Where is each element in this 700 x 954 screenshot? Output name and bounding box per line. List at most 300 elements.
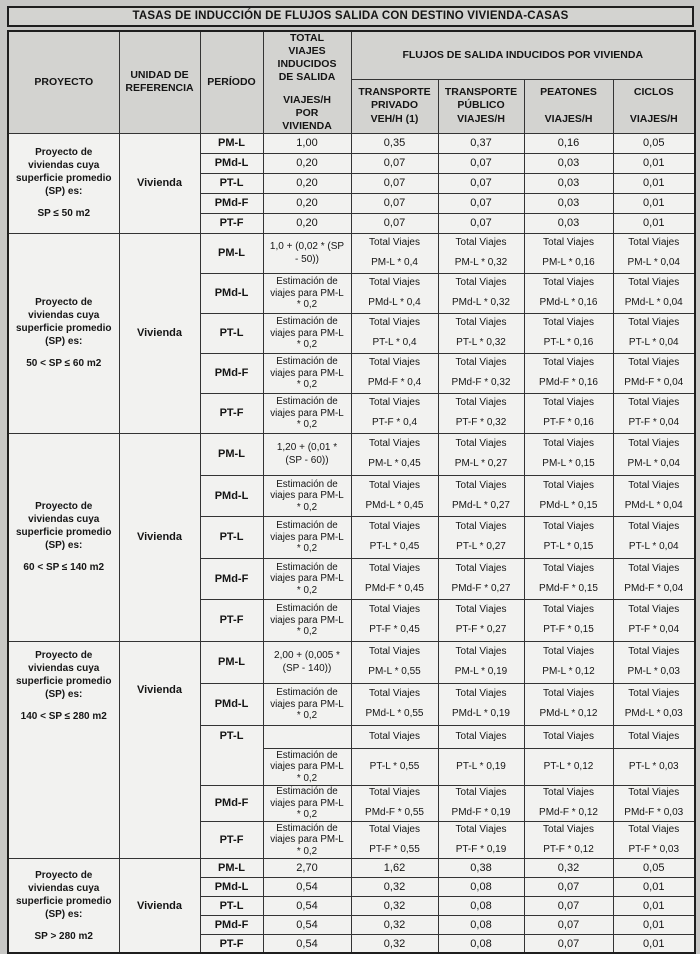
total-viajes-label: Total Viajes [543,604,594,616]
flux-value: PMd-F * 0,04 [624,582,684,594]
flux-peatones-cell [524,683,613,725]
total-viajes-label: Total Viajes [628,521,680,533]
total-viajes-label: Total Viajes [628,646,680,658]
total-viajes-label: Total Viajes [543,357,594,369]
total-viajes-label: Total Viajes [369,479,420,491]
flux-ciclos-cell [613,725,695,748]
flux-peatones-cell: 0,03 [524,173,613,193]
total-viajes-label: Total Viajes [369,823,420,835]
flux-privado-cell [351,641,438,683]
flux-value: PT-L * 0,04 [628,541,679,553]
flux-value: PMd-L * 0,4 [368,297,421,309]
unit-cell: Vivienda [119,858,200,953]
total-cell: 0,20 [263,173,351,193]
total-cell: Estimación de viajes para PM-L * 0,2 [263,558,351,599]
flux-privado-cell [351,683,438,725]
flux-publico-cell [438,313,524,353]
total-viajes-label: Total Viajes [543,397,594,409]
flux-privado-cell [351,599,438,641]
flux-ciclos-cell [613,233,695,273]
flux-value: PT-F * 0,27 [455,624,507,636]
period-cell: PT-L [200,313,263,353]
header-proyecto: PROYECTO [8,31,119,133]
project-cell [8,133,119,233]
flux-publico-cell [438,393,524,433]
flux-privado-cell: 0,07 [351,193,438,213]
total-cell: 0,20 [263,153,351,173]
flux-ciclos-cell [613,353,695,393]
total-cell: Estimación de viajes para PM-L * 0,2 [263,599,351,641]
flux-privado-cell: 0,35 [351,133,438,153]
total-viajes-label: Total Viajes [369,438,420,450]
flux-privado-cell [351,785,438,821]
flux-peatones-cell: 0,32 [524,858,613,877]
total-cell: 2,00 + (0,005 * (SP - 140)) [263,641,351,683]
flux-publico-cell [438,641,524,683]
total-viajes-label: Total Viajes [628,730,680,742]
period-cell: PMd-F [200,353,263,393]
total-viajes-label: Total Viajes [543,438,594,450]
flux-publico-cell: 0,38 [438,858,524,877]
flux-privado-cell [351,393,438,433]
flux-publico-cell: 0,07 [438,153,524,173]
flux-peatones-cell [524,516,613,558]
flux-value: PM-L * 0,12 [542,666,595,678]
flux-value: PMd-F * 0,12 [539,807,598,819]
flux-peatones-cell: 0,07 [524,896,613,915]
project-cell [8,858,119,953]
period-cell: PT-F [200,934,263,953]
period-cell: PM-L [200,133,263,153]
empty-cell [263,725,351,748]
flux-ciclos-cell [613,433,695,475]
total-viajes-label: Total Viajes [455,317,507,329]
period-cell: PMd-L [200,877,263,896]
header-unidad: UNIDAD DE REFERENCIA [119,31,200,133]
flux-privado-cell [351,558,438,599]
flux-value: PM-L * 0,55 [368,666,421,678]
total-viajes-label: Total Viajes [628,237,680,249]
flux-peatones-cell [524,599,613,641]
flux-peatones-cell [524,273,613,313]
flux-value: PMd-F * 0,04 [624,377,684,389]
flux-value: PT-F * 0,04 [628,417,680,429]
table-title: TASAS DE INDUCCIÓN DE FLUJOS SALIDA CON DESTINO VIVIENDA-CASAS [7,6,694,27]
flux-peatones-cell [524,558,613,599]
flux-peatones-cell [524,641,613,683]
flux-value: PMd-L * 0,16 [539,297,598,309]
total-cell: Estimación de viajes para PM-L * 0,2 [263,353,351,393]
period-cell: PT-L [200,896,263,915]
induction-rates-table [7,30,696,954]
col-unit: VEH/H (1) [370,113,419,126]
flux-ciclos-cell [613,821,695,858]
flux-publico-cell: 0,07 [438,173,524,193]
total-cell: 1,00 [263,133,351,153]
col-name: CICLOS [633,86,674,99]
flux-ciclos-cell: 0,01 [613,153,695,173]
flux-ciclos-cell: 0,05 [613,133,695,153]
flux-peatones-cell: 0,07 [524,877,613,896]
flux-value: PMd-L * 0,45 [365,499,424,511]
total-viajes-label: Total Viajes [369,688,420,700]
total-viajes-label: Total Viajes [369,521,420,533]
total-viajes-label: Total Viajes [455,787,507,799]
flux-peatones-cell: 0,16 [524,133,613,153]
total-viajes-label: Total Viajes [455,277,507,289]
total-cell: 0,54 [263,934,351,953]
total-viajes-label: Total Viajes [455,604,507,616]
flux-publico-cell: 0,07 [438,213,524,233]
flux-value: PM-L * 0,19 [454,666,508,678]
total-viajes-label: Total Viajes [543,479,594,491]
flux-peatones-cell [524,433,613,475]
flux-publico-cell [438,233,524,273]
flux-value: PT-F * 0,12 [543,843,594,855]
flux-ciclos-cell [613,683,695,725]
total-viajes-label: Total Viajes [369,237,420,249]
flux-value: PM-L * 0,32 [454,257,508,269]
period-cell: PMd-F [200,915,263,934]
total-cell: Estimación de viajes para PM-L * 0,2 [263,516,351,558]
flux-ciclos-cell: 0,01 [613,915,695,934]
flux-publico-cell [438,433,524,475]
flux-ciclos-cell: 0,01 [613,213,695,233]
total-cell: Estimación de viajes para PM-L * 0,2 [263,748,351,785]
flux-ciclos-cell [613,599,695,641]
project-range: SP > 280 m2 [34,930,93,942]
flux-peatones-cell: 0,07 [524,915,613,934]
flux-privado-cell: 0,32 [351,896,438,915]
total-cell: 0,54 [263,915,351,934]
flux-publico-cell: 0,08 [438,877,524,896]
flux-publico-cell: 0,37 [438,133,524,153]
period-cell: PM-L [200,433,263,475]
flux-value: PM-L * 0,04 [627,257,680,269]
flux-peatones-cell [524,725,613,748]
flux-privado-cell [351,475,438,516]
total-viajes-label: Total Viajes [369,397,420,409]
total-viajes-label: Total Viajes [455,357,507,369]
flux-value: PMd-F * 0,16 [539,377,598,389]
total-cell: 0,20 [263,193,351,213]
flux-value: PT-F * 0,04 [628,624,680,636]
total-viajes-label: Total Viajes [543,730,594,742]
project-range: 140 < SP ≤ 280 m2 [20,710,107,722]
total-viajes-label: Total Viajes [543,317,594,329]
total-viajes-label: Total Viajes [543,237,594,249]
flux-publico-cell [438,273,524,313]
period-cell: PMd-F [200,193,263,213]
total-viajes-label: Total Viajes [455,562,507,574]
unit-cell: Vivienda [119,133,200,233]
total-cell: 0,54 [263,877,351,896]
total-viajes-label: Total Viajes [543,562,594,574]
flux-value: PMd-L * 0,32 [452,297,510,309]
total-viajes-label: Total Viajes [369,730,420,742]
project-range: SP ≤ 50 m2 [37,208,91,220]
flux-ciclos-cell [613,558,695,599]
flux-value: PT-L * 0,15 [543,541,594,553]
col-unit: VIAJES/H [629,113,678,126]
flux-privado-cell: 1,62 [351,858,438,877]
flux-value: PMd-F * 0,03 [624,807,684,819]
flux-publico-cell: 0,08 [438,896,524,915]
flux-peatones-cell [524,313,613,353]
flux-value: PT-F * 0,32 [455,417,507,429]
total-viajes-label: Total Viajes [628,479,680,491]
flux-value: PT-L * 0,27 [456,541,506,553]
total-viajes-label: Total Viajes [628,787,680,799]
total-cell: 1,20 + (0,01 * (SP - 60)) [263,433,351,475]
period-cell: PMd-F [200,558,263,599]
flux-value: PMd-L * 0,04 [624,297,683,309]
period-cell: PMd-L [200,153,263,173]
total-cell: Estimación de viajes para PM-L * 0,2 [263,273,351,313]
flux-peatones-cell [524,821,613,858]
total-cell: Estimación de viajes para PM-L * 0,2 [263,475,351,516]
period-cell: PMd-L [200,683,263,725]
flux-value: PMd-F * 0,15 [539,582,598,594]
total-viajes-label: Total Viajes [543,787,594,799]
header-total-line1: TOTAL VIAJES INDUCIDOS DE SALIDA [277,32,337,84]
total-viajes-label: Total Viajes [628,823,680,835]
unit-cell: Vivienda [119,233,200,433]
total-viajes-label: Total Viajes [628,277,680,289]
table-row [8,433,695,475]
flux-privado-cell: 0,32 [351,877,438,896]
flux-peatones-cell: 0,07 [524,934,613,953]
flux-privado-cell [351,273,438,313]
table-row [8,233,695,273]
flux-value: PT-F * 0,45 [369,624,420,636]
total-viajes-label: Total Viajes [628,562,680,574]
total-viajes-label: Total Viajes [455,479,507,491]
col-unit: VIAJES/H [457,113,505,126]
flux-value: PM-L * 0,15 [542,458,595,470]
unit-cell: Vivienda [119,433,200,641]
flux-value: PT-L * 0,32 [456,337,506,349]
col-name: TRANSPORTE PÚBLICO [444,86,518,112]
flux-privado-cell: 0,32 [351,934,438,953]
flux-value: PT-F * 0,03 [628,843,680,855]
flux-privado-cell [351,313,438,353]
header-total-viajes [263,31,351,133]
period-cell: PT-F [200,213,263,233]
period-cell: PMd-L [200,273,263,313]
total-viajes-label: Total Viajes [455,688,507,700]
flux-privado-cell [351,725,438,748]
total-cell: Estimación de viajes para PM-L * 0,2 [263,313,351,353]
flux-value: PT-F * 0,16 [543,417,594,429]
flux-publico-cell [438,748,524,785]
period-cell: PT-L [200,516,263,558]
total-viajes-label: Total Viajes [543,646,594,658]
header-transporte-publico [438,79,524,133]
flux-value: PT-F * 0,15 [543,624,594,636]
flux-peatones-cell [524,233,613,273]
flux-value: PT-L * 0,16 [543,337,594,349]
flux-value: PM-L * 0,4 [371,257,418,269]
flux-publico-cell [438,516,524,558]
flux-peatones-cell [524,393,613,433]
total-viajes-label: Total Viajes [628,357,680,369]
flux-publico-cell [438,558,524,599]
total-viajes-label: Total Viajes [369,357,420,369]
total-cell: Estimación de viajes para PM-L * 0,2 [263,393,351,433]
flux-peatones-cell [524,748,613,785]
project-cell [8,433,119,641]
total-cell: 0,20 [263,213,351,233]
flux-peatones-cell [524,353,613,393]
project-intro: Proyecto de viviendas cuya superficie promedio (SP) es: [15,297,112,348]
total-viajes-label: Total Viajes [455,823,507,835]
flux-value: PMd-L * 0,19 [452,708,510,720]
flux-ciclos-cell [613,748,695,785]
total-viajes-label: Total Viajes [455,397,507,409]
project-range: 60 < SP ≤ 140 m2 [23,562,105,574]
period-cell: PM-L [200,858,263,877]
header-ciclos [613,79,695,133]
header-flujos: FLUJOS DE SALIDA INDUCIDOS POR VIVIENDA [351,31,695,79]
flux-value: PMd-L * 0,15 [539,499,598,511]
flux-value: PT-F * 0,19 [455,843,507,855]
flux-publico-cell: 0,08 [438,934,524,953]
flux-ciclos-cell [613,641,695,683]
header-total-line2: VIAJES/H POR VIVIENDA [282,93,332,132]
flux-peatones-cell: 0,03 [524,213,613,233]
col-unit: VIAJES/H [544,113,593,126]
flux-ciclos-cell [613,475,695,516]
flux-value: PT-F * 0,55 [369,843,420,855]
flux-value: PMd-F * 0,32 [451,377,511,389]
flux-privado-cell: 0,07 [351,153,438,173]
total-viajes-label: Total Viajes [628,604,680,616]
flux-publico-cell [438,785,524,821]
flux-publico-cell [438,475,524,516]
flux-ciclos-cell [613,516,695,558]
flux-peatones-cell [524,475,613,516]
flux-value: PM-L * 0,03 [627,666,680,678]
total-viajes-label: Total Viajes [369,646,420,658]
table-row [8,133,695,153]
total-cell: 1,0 + (0,02 * (SP - 50)) [263,233,351,273]
total-cell: 0,54 [263,896,351,915]
total-viajes-label: Total Viajes [455,521,507,533]
flux-value: PM-L * 0,16 [542,257,595,269]
flux-value: PMd-L * 0,12 [539,708,598,720]
col-name: TRANSPORTE PRIVADO [358,86,431,112]
flux-privado-cell [351,433,438,475]
total-viajes-label: Total Viajes [369,787,420,799]
flux-value: PT-L * 0,12 [543,760,594,772]
flux-publico-cell: 0,07 [438,193,524,213]
flux-privado-cell [351,748,438,785]
period-cell: PM-L [200,641,263,683]
flux-privado-cell [351,353,438,393]
period-cell: PT-L [200,725,263,785]
table-row [8,858,695,877]
period-cell: PMd-F [200,785,263,821]
total-cell: 2,70 [263,858,351,877]
flux-value: PMd-F * 0,45 [365,582,424,594]
flux-value: PMd-F * 0,55 [365,807,424,819]
flux-publico-cell [438,821,524,858]
project-intro: Proyecto de viviendas cuya superficie promedio (SP) es: [15,649,112,700]
total-cell: Estimación de viajes para PM-L * 0,2 [263,785,351,821]
total-viajes-label: Total Viajes [369,604,420,616]
flux-value: PMd-F * 0,19 [451,807,511,819]
total-viajes-label: Total Viajes [455,730,507,742]
flux-ciclos-cell: 0,01 [613,934,695,953]
flux-privado-cell [351,821,438,858]
flux-value: PM-L * 0,27 [454,458,508,470]
flux-value: PMd-F * 0,27 [451,582,511,594]
total-viajes-label: Total Viajes [455,646,507,658]
flux-value: PMd-L * 0,04 [624,499,683,511]
flux-value: PT-L * 0,03 [628,760,679,772]
total-viajes-label: Total Viajes [628,438,680,450]
flux-publico-cell [438,353,524,393]
total-viajes-label: Total Viajes [369,277,420,289]
flux-value: PT-L * 0,45 [369,541,420,553]
project-intro: Proyecto de viviendas cuya superficie promedio (SP) es: [15,147,112,198]
flux-value: PT-L * 0,55 [369,760,420,772]
period-cell: PM-L [200,233,263,273]
flux-value: PMd-L * 0,55 [365,708,424,720]
flux-ciclos-cell: 0,05 [613,858,695,877]
total-viajes-label: Total Viajes [369,562,420,574]
table-row [8,641,695,683]
project-intro: Proyecto de viviendas cuya superficie promedio (SP) es: [15,869,112,920]
flux-privado-cell: 0,07 [351,173,438,193]
period-cell: PT-F [200,393,263,433]
total-viajes-label: Total Viajes [543,688,594,700]
header-periodo: PERÍODO [200,31,263,133]
total-viajes-label: Total Viajes [628,317,680,329]
flux-value: PMd-F * 0,4 [367,377,422,389]
project-cell [8,641,119,858]
flux-value: PM-L * 0,45 [368,458,421,470]
flux-value: PMd-L * 0,27 [452,499,510,511]
flux-ciclos-cell: 0,01 [613,193,695,213]
flux-value: PT-F * 0,4 [371,417,417,429]
period-cell: PT-L [200,173,263,193]
total-viajes-label: Total Viajes [543,277,594,289]
flux-value: PMd-L * 0,03 [624,708,683,720]
flux-publico-cell [438,725,524,748]
flux-peatones-cell [524,785,613,821]
total-viajes-label: Total Viajes [543,521,594,533]
flux-ciclos-cell: 0,01 [613,896,695,915]
period-cell: PT-F [200,821,263,858]
flux-privado-cell: 0,07 [351,213,438,233]
flux-privado-cell: 0,32 [351,915,438,934]
flux-ciclos-cell [613,393,695,433]
flux-ciclos-cell: 0,01 [613,877,695,896]
flux-value: PT-L * 0,04 [628,337,679,349]
flux-ciclos-cell [613,313,695,353]
col-name: PEATONES [540,86,597,99]
flux-value: PT-L * 0,4 [372,337,417,349]
project-cell [8,233,119,433]
total-viajes-label: Total Viajes [455,237,507,249]
header-row-1 [8,31,695,79]
total-viajes-label: Total Viajes [543,823,594,835]
header-peatones [524,79,613,133]
period-cell: PT-F [200,599,263,641]
unit-cell: Vivienda [119,641,200,858]
